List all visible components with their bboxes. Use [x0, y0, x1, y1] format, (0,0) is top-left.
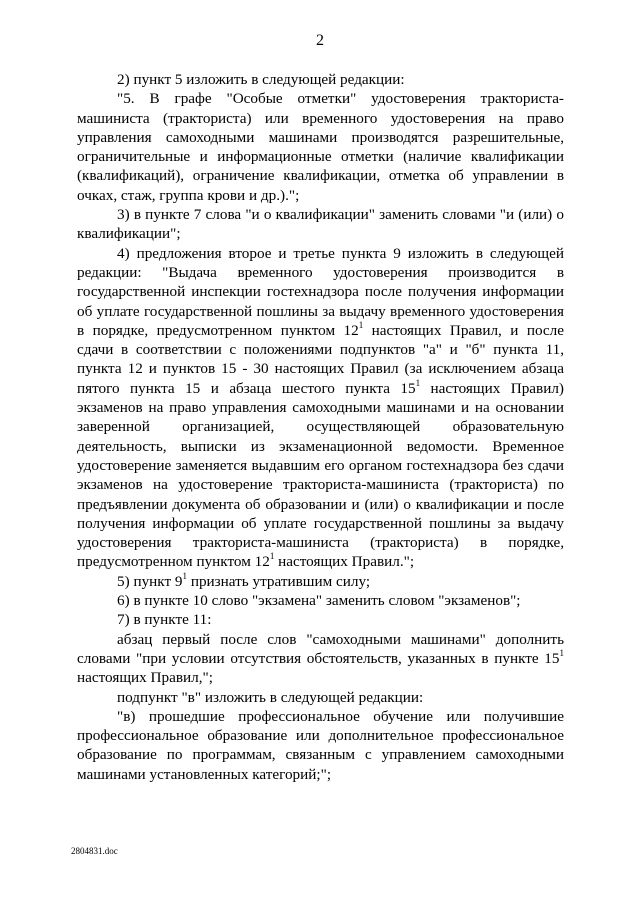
text-segment: настоящих Правил.";: [274, 553, 415, 571]
text-segment: настоящих Правил, и после сдачи в соответствии с положениями подпунктов "а" и "б" пункта 11, пункта 12 и пунктов 15 - 30 настоящих Правил (за исключением абзаца пятого пункта 15 и абзаца шестого пункта 15: [77, 321, 564, 397]
paragraph-item-6: 6) в пункте 10 слово "экзамена" заменить словом "экзаменов";: [117, 592, 521, 610]
paragraph-item-3: 3) в пункте 7 слова "и о квалификации" заменить словами "и (или) о квалификации";: [77, 206, 564, 243]
superscript: 1: [182, 570, 188, 581]
text-segment: абзац первый после слов "самоходными машинами" дополнить словами "при условии отсутствия обстоятельств, указанных в пункте 15: [77, 630, 564, 667]
paragraph-item-7: 7) в пункте 11:: [117, 611, 212, 629]
paragraph-first-clause: [77, 630, 564, 688]
paragraph-subitem-v-text: "в) прошедшие профессиональное обучение или получившие профессиональное образование или дополнительное профессиональное образование по программам, связанным с управлением самоходными машинами установленных категорий;";: [77, 707, 564, 783]
superscript: 1: [415, 377, 421, 388]
paragraph-item-2: 2) пункт 5 изложить в следующей редакции:: [117, 71, 405, 88]
superscript: 1: [358, 319, 364, 330]
text-segment: 5) пункт 9: [117, 572, 183, 590]
document-body: [77, 70, 564, 784]
text-segment: признать утратившим силу;: [187, 572, 371, 590]
paragraph-subitem-v-intro: подпункт "в" изложить в следующей редакции:: [117, 688, 424, 706]
superscript: 1: [559, 647, 564, 658]
paragraph-new-item-5: "5. В графе "Особые отметки" удостоверения тракториста-машиниста (тракториста) или временного удостоверения на право управления самоходными машинами производятся разрешительные, ограничительные и информационные отметки (наличие квалификации (квалификаций), ограничение квалификации, отметка об управлении в очках, стаж, группа крови и др.).";: [77, 90, 564, 204]
text-segment: настоящих Правил) экзаменов на право управления самоходными машинами и на основании заверенной организацией, осуществляющей образовательную деятельность, выписки из экзаменационной ведомости. Временное удостоверение заменяется выдавшим его органом гостехнадзора без сдачи экзаменов на удостоверение тракториста-машиниста (тракториста) по предъявлении документа об образовании и (или) о квалификации и после получения информации об уплате государственной пошлины за выдачу удостоверения тракториста-машиниста (тракториста) в порядке, предусмотренном пунктом 12: [77, 379, 564, 571]
superscript: 1: [269, 551, 275, 562]
file-reference: 2804831.doc: [71, 846, 118, 856]
text-segment: настоящих Правил,";: [77, 669, 213, 687]
paragraph-item-4: [77, 244, 564, 572]
paragraph-item-5: [77, 572, 564, 591]
page-number: 2: [316, 32, 324, 49]
text-segment: 4) предложения второе и третье пункта 9 изложить в следующей редакции: "Выдача временного удостоверения производится в государственной инспекции гостехнадзора после получения информации об уплате государственной пошлины за выдачу временного удостоверения в порядке, предусмотренном пунктом 12: [77, 244, 564, 339]
